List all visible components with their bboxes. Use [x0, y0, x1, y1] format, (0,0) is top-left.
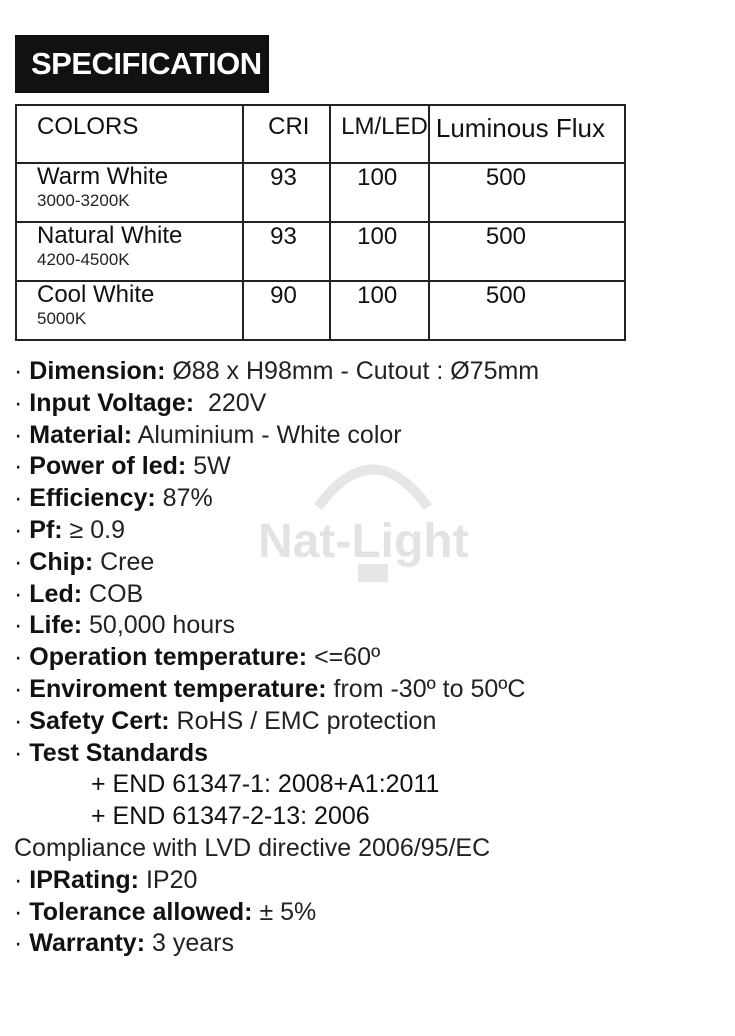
compliance-text: Compliance with LVD directive 2006/95/EC	[14, 833, 491, 862]
table-row	[16, 281, 625, 340]
spec-label: Led:	[29, 579, 83, 608]
color-name: Natural White	[37, 222, 183, 249]
color-name: Cool White	[37, 281, 155, 308]
spec-label: Efficiency:	[29, 484, 156, 513]
cri-value: 93	[243, 163, 330, 222]
spec-ip-rating	[14, 865, 714, 897]
spec-value: Ø88 x H98mm - Cutout : Ø75mm	[165, 357, 540, 385]
spec-value: 5W	[186, 452, 231, 481]
bullet: ·	[14, 547, 30, 576]
color-cell	[16, 222, 243, 281]
flux-value: 500	[429, 281, 625, 340]
bullet: ·	[14, 579, 30, 608]
spec-value: <=60º	[307, 643, 381, 672]
spec-tolerance	[14, 897, 714, 929]
spec-power	[14, 451, 714, 483]
spec-label: Tolerance allowed:	[29, 897, 253, 926]
bullet: ·	[14, 452, 30, 481]
spec-label: Dimension:	[29, 357, 166, 385]
bullet: ·	[14, 865, 30, 894]
cri-value: 90	[243, 281, 330, 340]
spec-environment-temperature	[14, 674, 714, 706]
spec-test-standards	[14, 738, 714, 770]
spec-label: Input Voltage:	[29, 388, 195, 417]
watermark-text: Nat-Light	[258, 515, 469, 568]
spec-label: Pf:	[29, 515, 63, 544]
spec-material	[14, 420, 714, 452]
spec-label: Chip:	[29, 547, 94, 576]
spec-efficiency	[14, 483, 714, 515]
spec-title: SPECIFICATION	[31, 46, 262, 81]
bullet: ·	[14, 738, 30, 767]
spec-label: Safety Cert:	[29, 706, 170, 735]
spec-chip	[14, 547, 714, 579]
test-standard-item: + END 61347-1: 2008+A1:2011	[91, 770, 440, 799]
bullet: ·	[14, 897, 30, 926]
spec-value: 50,000 hours	[82, 611, 235, 640]
bullet: ·	[14, 420, 30, 449]
bullet: ·	[14, 357, 30, 385]
spec-label: Warranty:	[29, 929, 146, 958]
lm-led-value: 100	[330, 163, 429, 222]
spec-value: Aluminium - White color	[132, 420, 402, 449]
lm-led-value: 100	[330, 281, 429, 340]
bullet: ·	[14, 515, 30, 544]
spec-operation-temperature	[14, 642, 714, 674]
color-range: 3000-3200K	[37, 191, 130, 210]
bullet: ·	[14, 706, 30, 735]
color-range: 5000K	[37, 309, 87, 328]
spec-pf	[14, 515, 714, 547]
bullet: ·	[14, 674, 30, 703]
flux-value: 500	[429, 222, 625, 281]
spec-dimension	[14, 356, 714, 388]
spec-value: 220V	[194, 388, 267, 417]
spec-value: RoHS / EMC protection	[169, 706, 437, 735]
spec-label: IPRating:	[29, 865, 139, 894]
table-header-row	[16, 105, 625, 163]
spec-warranty	[14, 928, 714, 960]
spec-list	[14, 356, 714, 960]
spec-label: Operation temperature:	[29, 643, 308, 672]
spec-led	[14, 579, 714, 611]
col-header-luminous-flux: Luminous Flux	[429, 105, 625, 163]
spec-life	[14, 610, 714, 642]
spec-label: Power of led:	[29, 452, 187, 481]
col-header-cri: CRI	[243, 105, 330, 163]
spec-table	[15, 104, 626, 341]
col-header-colors: COLORS	[16, 105, 243, 163]
cri-value: 93	[243, 222, 330, 281]
spec-value: Cree	[93, 547, 155, 576]
test-standard-item: + END 61347-2-13: 2006	[91, 802, 370, 831]
table-row	[16, 163, 625, 222]
flux-value: 500	[429, 163, 625, 222]
spec-input-voltage	[14, 388, 714, 420]
bullet: ·	[14, 484, 30, 513]
color-name: Warm White	[37, 163, 169, 190]
spec-label: Life:	[29, 611, 83, 640]
spec-safety-cert	[14, 706, 714, 738]
spec-value: COB	[82, 579, 144, 608]
bullet: ·	[14, 388, 30, 417]
spec-label: Material:	[29, 420, 133, 449]
color-range: 4200-4500K	[37, 250, 130, 269]
spec-value: from -30º to 50ºC	[326, 674, 526, 703]
spec-value: ± 5%	[252, 897, 317, 926]
bullet: ·	[14, 643, 30, 672]
spec-value: 87%	[155, 484, 213, 513]
bullet: ·	[14, 611, 30, 640]
spec-label: Enviroment temperature:	[29, 674, 327, 703]
spec-value: 3 years	[145, 929, 234, 958]
color-cell	[16, 163, 243, 222]
table-row	[16, 222, 625, 281]
spec-value: ≥ 0.9	[62, 515, 125, 544]
spec-value: IP20	[139, 865, 198, 894]
spec-label: Test Standards	[29, 738, 209, 767]
bullet: ·	[14, 929, 30, 958]
spec-header	[15, 35, 269, 93]
color-cell	[16, 281, 243, 340]
lm-led-value: 100	[330, 222, 429, 281]
col-header-lm-led: LM/LED	[330, 105, 429, 163]
